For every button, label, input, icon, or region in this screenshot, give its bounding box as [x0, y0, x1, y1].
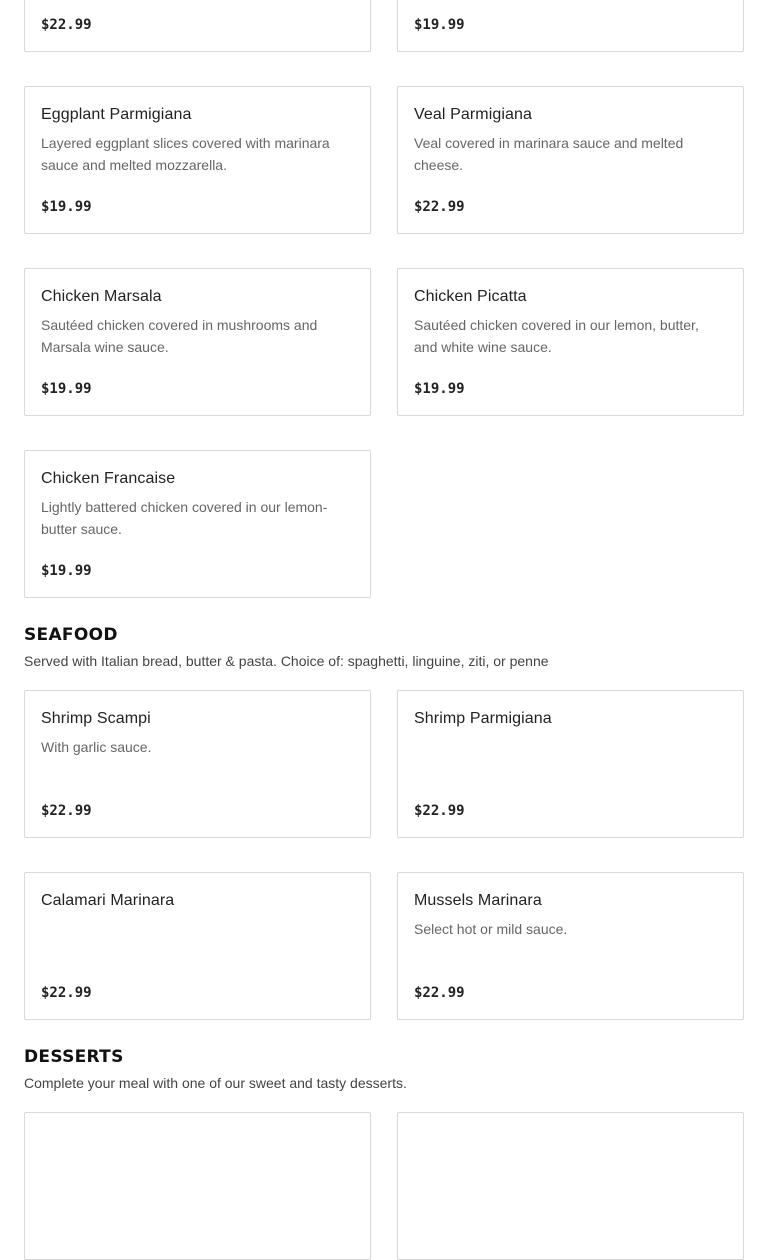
- menu-item-card[interactable]: [24, 872, 371, 1020]
- menu-item-card[interactable]: [397, 1112, 744, 1260]
- menu-item-card[interactable]: [24, 1112, 371, 1260]
- section-subtitle-seafood: Served with Italian bread, butter & pasta. Choice of: spaghetti, linguine, ziti, or penne: [24, 653, 549, 669]
- menu-item-name: Chicken Picatta: [414, 288, 527, 305]
- menu-item-card[interactable]: [397, 690, 744, 838]
- menu-item-price: $19.99: [41, 199, 92, 215]
- menu-item-card[interactable]: [24, 86, 371, 234]
- menu-item-name: Veal Parmigiana: [414, 106, 533, 123]
- menu-item-card[interactable]: [24, 450, 371, 598]
- menu-item-price: $22.99: [41, 803, 92, 819]
- menu-item-price: $22.99: [414, 985, 465, 1001]
- menu-item-description: Sautéed chicken covered in our lemon, butter, and white wine sauce.: [414, 317, 699, 355]
- menu-item-name: Chicken Marsala: [41, 288, 162, 305]
- menu-item-description: Layered eggplant slices covered with marinara sauce and melted mozzarella.: [41, 135, 330, 173]
- menu-item-card[interactable]: [397, 0, 744, 52]
- menu-item-price: $22.99: [414, 199, 465, 215]
- menu-item-description: Sautéed chicken covered in mushrooms and Marsala wine sauce.: [41, 317, 318, 355]
- section-subtitle-desserts: Complete your meal with one of our sweet and tasty desserts.: [24, 1075, 407, 1091]
- menu-item-price: $19.99: [41, 381, 92, 397]
- menu-item-name: Mussels Marinara: [414, 892, 542, 909]
- menu-item-card[interactable]: [397, 872, 744, 1020]
- menu-item-name: Shrimp Parmigiana: [414, 710, 552, 727]
- menu-item-card[interactable]: [24, 0, 371, 52]
- menu-item-price: $22.99: [414, 803, 465, 819]
- section-title-desserts: DESSERTS: [24, 1047, 124, 1067]
- menu-item-name: Shrimp Scampi: [41, 710, 151, 727]
- menu-item-name: Eggplant Parmigiana: [41, 106, 192, 123]
- menu-item-description: Veal covered in marinara sauce and melted cheese.: [414, 135, 684, 173]
- menu-item-price: $22.99: [41, 985, 92, 1001]
- menu-item-card[interactable]: [24, 690, 371, 838]
- menu-item-description: Lightly battered chicken covered in our lemon-butter sauce.: [41, 499, 328, 537]
- menu-item-name: Calamari Marinara: [41, 892, 175, 909]
- menu-item-price: $19.99: [414, 381, 465, 397]
- menu-item-price: $19.99: [414, 17, 465, 33]
- menu-item-card[interactable]: [24, 268, 371, 416]
- menu-item-name: Chicken Francaise: [41, 470, 176, 487]
- menu-item-price: $22.99: [41, 17, 92, 33]
- menu-item-card[interactable]: [397, 268, 744, 416]
- section-title-seafood: SEAFOOD: [24, 625, 118, 645]
- menu-item-description: Select hot or mild sauce.: [414, 921, 568, 937]
- menu-item-description: With garlic sauce.: [41, 739, 152, 755]
- menu-item-card[interactable]: [397, 86, 744, 234]
- menu-item-price: $19.99: [41, 563, 92, 579]
